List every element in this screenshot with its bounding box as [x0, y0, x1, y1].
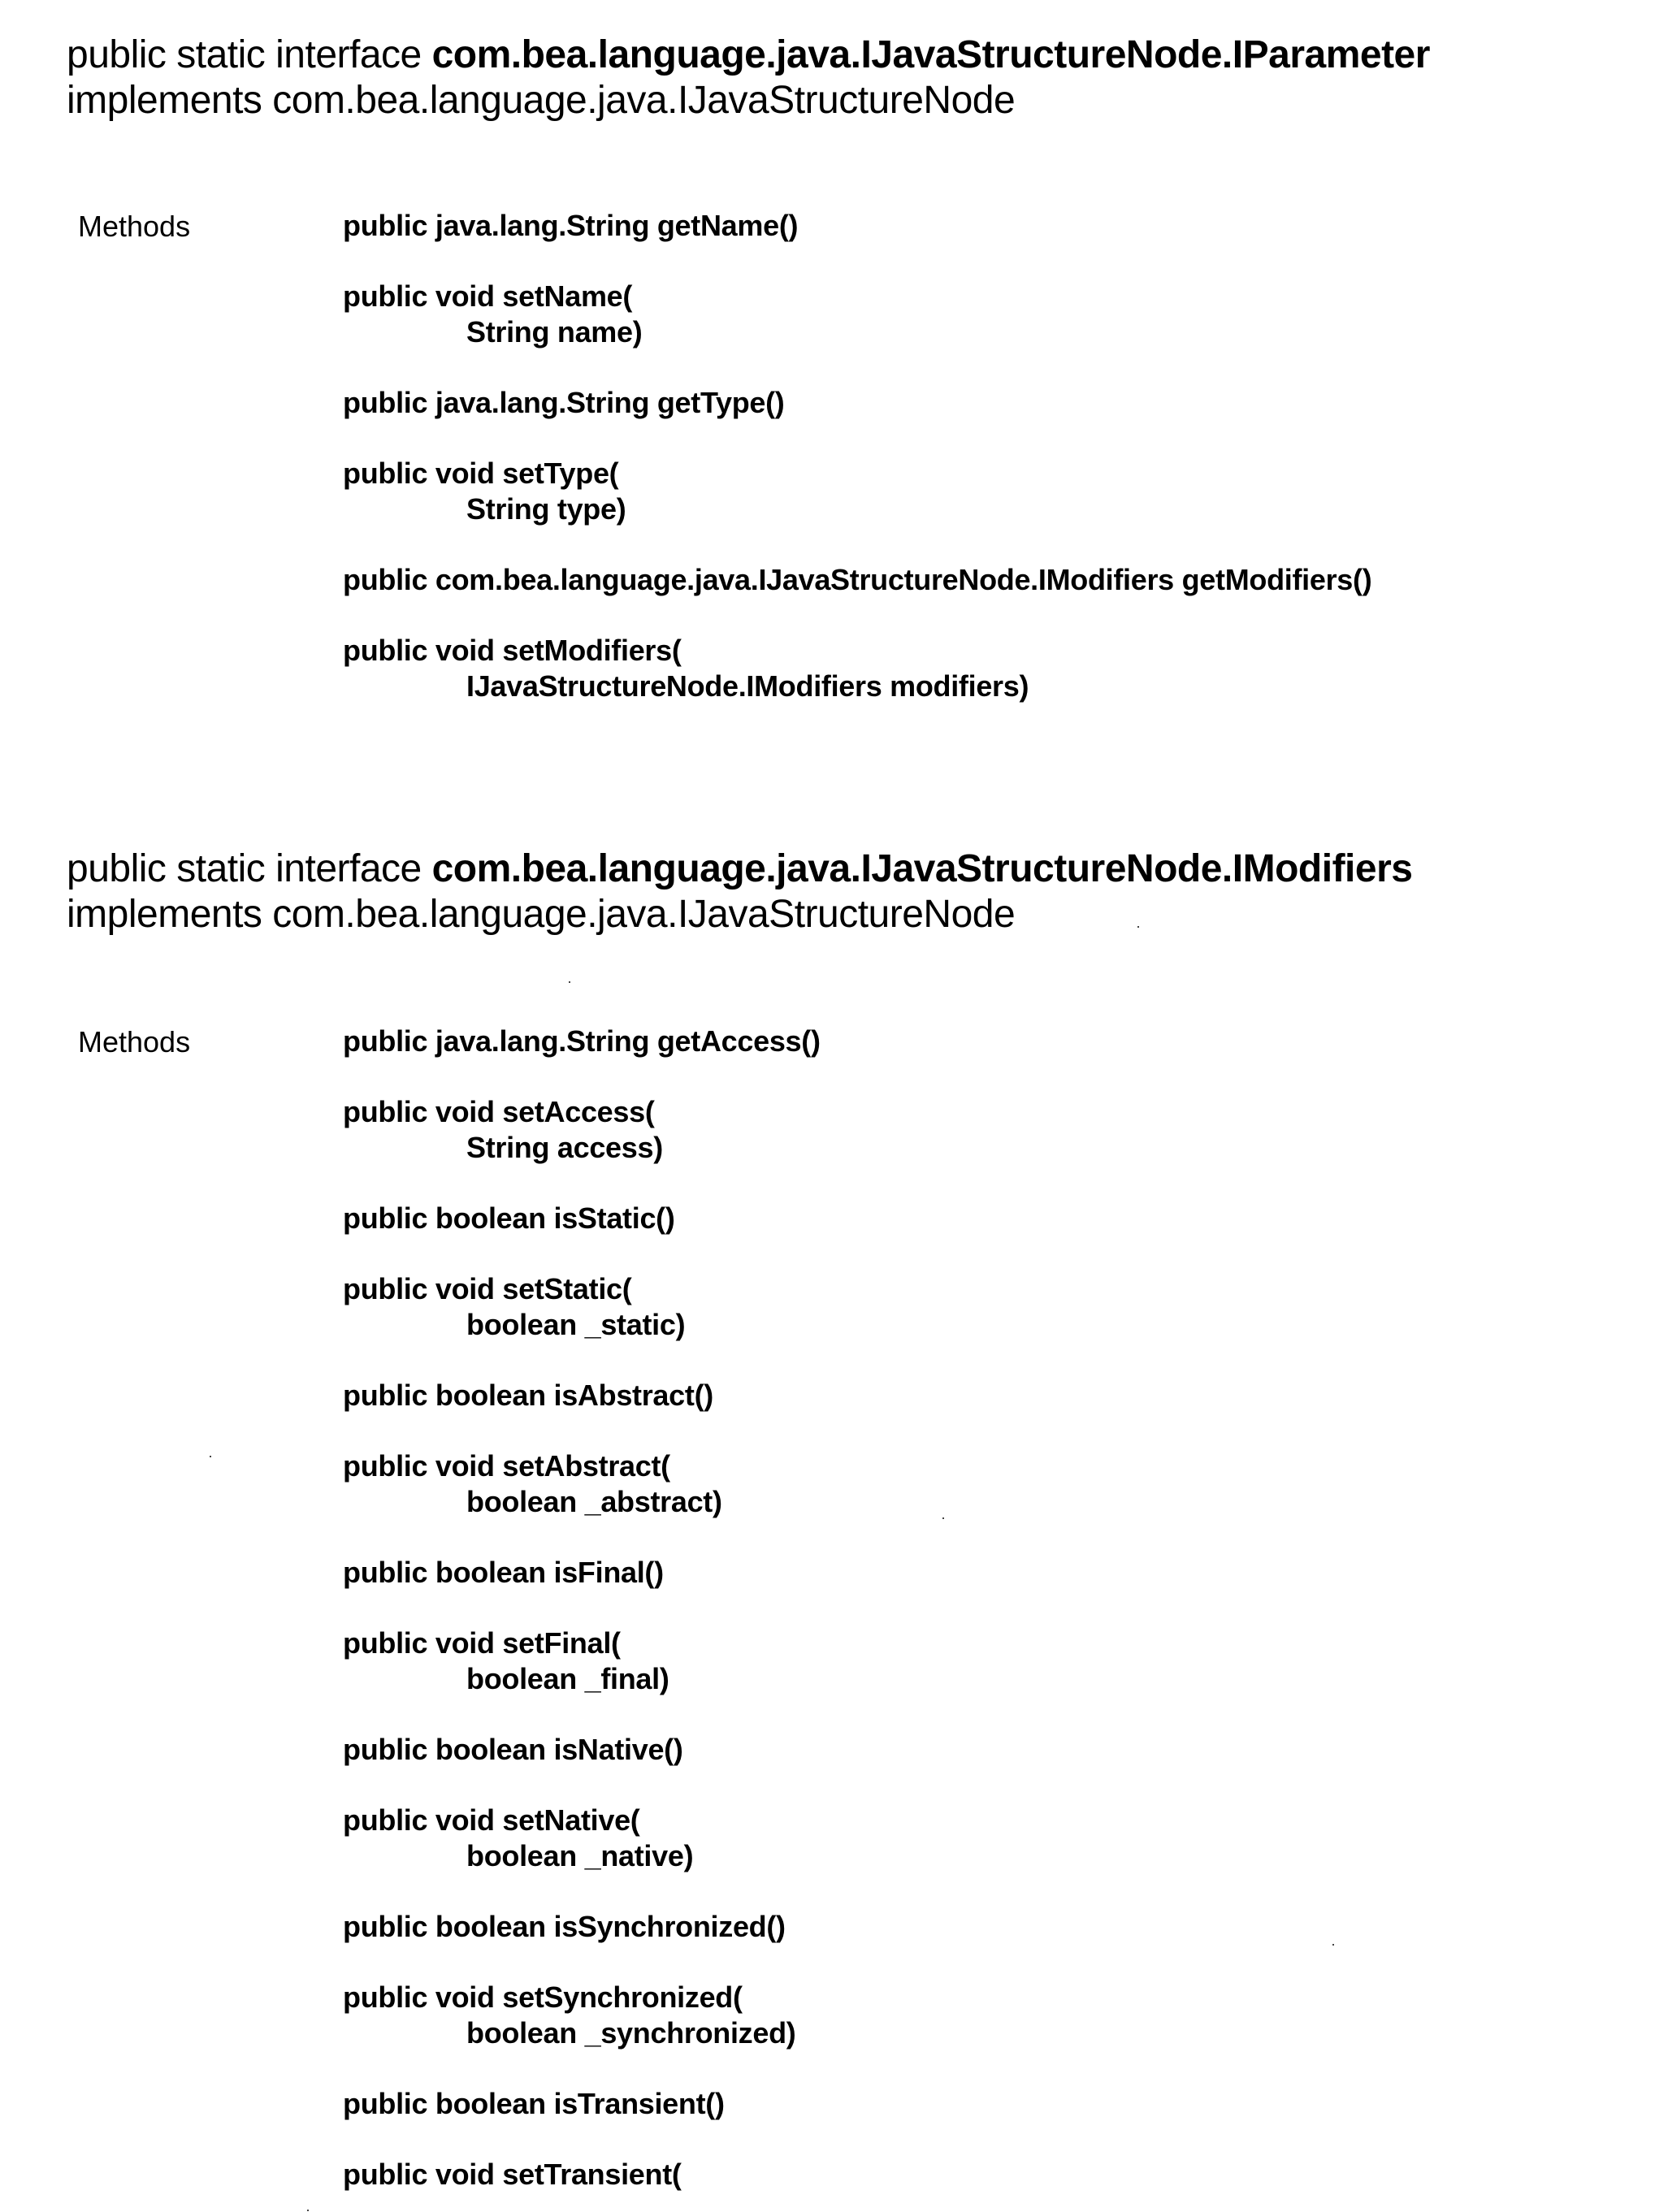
method-signature: public boolean isNative() [343, 1733, 683, 1766]
method-signature: public java.lang.String getType() [343, 386, 785, 419]
method-setaccess [343, 1094, 821, 1166]
method-setsynchronized [343, 1980, 821, 2051]
method-signature: public void setAbstract( [343, 1449, 670, 1483]
method-setmodifiers [343, 633, 1371, 704]
method-signature: public void setType( [343, 457, 619, 490]
method-signature: public void setSynchronized( [343, 1980, 743, 2014]
interface-implements: implements com.bea.language.java.IJavaStructureNode [67, 893, 1016, 936]
method-isstatic [343, 1201, 821, 1236]
method-signature: public boolean isAbstract() [343, 1379, 713, 1412]
method-signature: public void setModifiers( [343, 634, 682, 667]
scan-speck [1332, 1944, 1334, 1946]
method-settype [343, 456, 1371, 527]
method-setabstract [343, 1448, 821, 1520]
interface-header-imodifiers [67, 846, 1412, 937]
interface-prefix: public static interface [67, 33, 432, 76]
interface-declaration [67, 846, 1412, 892]
interface-name: com.bea.language.java.IJavaStructureNode.IParameter [431, 33, 1430, 76]
scan-speck [1137, 926, 1139, 928]
method-getname [343, 208, 1371, 244]
method-getaccess [343, 1024, 821, 1059]
method-signature: public boolean isTransient() [343, 2087, 725, 2120]
method-getmodifiers [343, 562, 1371, 598]
method-signature: public boolean isFinal() [343, 1556, 664, 1589]
method-parameter: boolean _synchronized) [466, 2016, 796, 2050]
method-signature: public boolean isStatic() [343, 1201, 675, 1235]
method-signature: public java.lang.String getAccess() [343, 1024, 821, 1058]
interface-header-iparameter [67, 32, 1430, 123]
method-list-imodifiers [343, 1024, 821, 2193]
method-issynchronized [343, 1909, 821, 1945]
method-signature: public java.lang.String getName() [343, 209, 799, 242]
method-parameter: boolean _static) [466, 1308, 686, 1341]
scan-speck [210, 1456, 211, 1457]
method-parameter: String type) [466, 492, 626, 526]
scan-speck [307, 2210, 309, 2211]
interface-prefix: public static interface [67, 847, 432, 890]
scan-speck [569, 981, 570, 983]
method-setstatic [343, 1271, 821, 1343]
method-isabstract [343, 1378, 821, 1413]
method-gettype [343, 385, 1371, 421]
interface-declaration [67, 32, 1430, 78]
methods-label: Methods [78, 1025, 191, 1058]
method-istransient [343, 2086, 821, 2122]
method-settransient [343, 2157, 821, 2193]
method-setnative [343, 1803, 821, 1874]
method-signature: public void setAccess( [343, 1095, 655, 1128]
method-signature: public void setFinal( [343, 1626, 621, 1660]
method-list-iparameter [343, 208, 1371, 704]
method-parameter: String name) [466, 315, 643, 348]
method-parameter: boolean _native) [466, 1839, 694, 1872]
scan-speck [942, 1517, 944, 1519]
method-signature: public void setName( [343, 279, 633, 313]
method-signature: public void setStatic( [343, 1272, 632, 1305]
method-parameter: boolean _final) [466, 1662, 669, 1695]
method-isnative [343, 1732, 821, 1768]
method-parameter: IJavaStructureNode.IModifiers modifiers) [466, 669, 1029, 703]
method-setfinal [343, 1625, 821, 1697]
method-parameter: boolean _abstract) [466, 1485, 722, 1518]
method-parameter: String access) [466, 1131, 663, 1164]
method-signature: public boolean isSynchronized() [343, 1910, 786, 1943]
interface-name: com.bea.language.java.IJavaStructureNode.IModifiers [431, 847, 1413, 890]
method-setname [343, 279, 1371, 350]
method-signature: public com.bea.language.java.IJavaStructureNode.IModifiers getModifiers() [343, 563, 1372, 596]
interface-implements: implements com.bea.language.java.IJavaStructureNode [67, 79, 1016, 122]
methods-label: Methods [78, 210, 191, 243]
method-signature: public void setTransient( [343, 2158, 682, 2191]
method-signature: public void setNative( [343, 1803, 640, 1837]
method-isfinal [343, 1555, 821, 1591]
